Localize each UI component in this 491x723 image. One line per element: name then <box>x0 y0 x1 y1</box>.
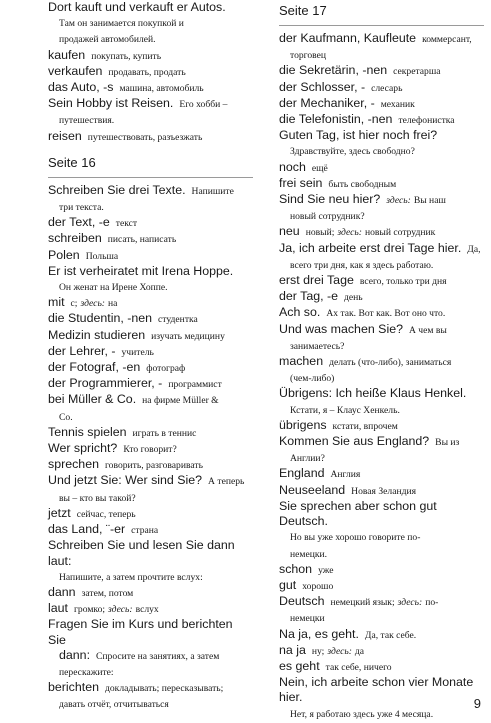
glossary-entry <box>279 483 484 499</box>
glossary-entry <box>48 183 253 199</box>
glossary-entry <box>48 538 253 568</box>
russian-translation: телефонистка <box>398 115 455 127</box>
russian-translation-line: перескажите: <box>59 666 114 678</box>
glossary-entry <box>279 659 484 675</box>
german-term: Polen <box>48 247 80 262</box>
german-term: Er ist verheiratet mit Irena Hoppe. <box>48 263 234 278</box>
russian-translation-extra: на <box>108 298 118 310</box>
german-term: Sein Hobby ist Reisen. <box>48 96 174 111</box>
glossary-entry <box>279 289 484 305</box>
russian-translation-line: давать отчёт, отчитываться <box>59 699 169 711</box>
glossary-entry <box>48 311 253 327</box>
german-term: der Tag, -e <box>279 289 339 304</box>
russian-translation-continued <box>279 143 484 159</box>
russian-translation-continued <box>279 208 484 224</box>
russian-translation: путешествовать, разъезжать <box>87 131 203 143</box>
russian-translation: затем, потом <box>81 587 134 599</box>
german-term: mit <box>48 295 65 310</box>
russian-translation-continued <box>48 279 253 295</box>
russian-translation-continued <box>48 112 253 128</box>
russian-translation: говорить, разговаривать <box>104 460 203 472</box>
glossary-entry <box>48 129 253 145</box>
glossary-entry <box>48 64 253 80</box>
german-term: Deutsch <box>279 594 325 609</box>
russian-translation-line: Он женат на Ирене Хоппе. <box>59 282 168 294</box>
russian-translation-line: вы – кто вы такой? <box>59 492 136 504</box>
glossary-entry <box>279 160 484 176</box>
german-term: die Sekretärin, -nen <box>279 63 388 78</box>
russian-translation-line: немецки <box>290 613 325 625</box>
page-number: 9 <box>473 696 481 711</box>
glossary-entry <box>48 80 253 96</box>
glossary-entry <box>279 434 484 450</box>
russian-translation-extra: по- <box>425 597 439 609</box>
german-term: Na ja, es geht. <box>279 626 359 641</box>
german-term: verkaufen <box>48 63 103 78</box>
russian-translation-continued <box>48 569 253 585</box>
russian-translation: громко; <box>73 604 106 616</box>
glossary-entry <box>48 392 253 408</box>
russian-translation-extra: новый сотрудник <box>364 227 436 239</box>
glossary-entry <box>48 425 253 441</box>
russian-translation: хорошо <box>302 580 334 592</box>
russian-translation-continued <box>48 199 253 215</box>
russian-translation-line: (чем-либо) <box>290 373 335 385</box>
german-term: Und was machen Sie? <box>279 321 403 336</box>
russian-translation: фотограф <box>146 363 186 375</box>
russian-translation: Новая Зеландия <box>351 485 417 497</box>
glossary-entry <box>279 305 484 321</box>
russian-translation-line: Кстати, я – Клаус Хенкель. <box>290 404 400 416</box>
german-term: Dort kauft und verkauft er Autos. <box>48 0 226 14</box>
german-term: der Fotograf, -en <box>48 360 141 375</box>
russian-translation-line: Напишите, а затем прочтите вслух: <box>59 571 203 583</box>
russian-translation-line: продажей автомобилей. <box>59 34 156 46</box>
glossary-entry <box>48 522 253 538</box>
german-term: Kommen Sie aus England? <box>279 434 430 449</box>
russian-translation: слесарь <box>371 82 403 94</box>
german-term: dann <box>48 584 76 599</box>
german-term: der Kaufmann, Kaufleute <box>279 31 417 45</box>
german-term-continued: dann: <box>59 647 91 662</box>
usage-note: здесь: <box>337 227 362 239</box>
russian-translation-continued <box>48 15 253 31</box>
glossary-entry <box>279 499 484 529</box>
glossary-entry <box>279 273 484 289</box>
german-term: Medizin studieren <box>48 327 146 342</box>
glossary-entry <box>48 376 253 392</box>
section-heading: Seite 17 <box>279 3 327 18</box>
glossary-entry <box>279 112 484 128</box>
glossary-entry <box>48 680 253 696</box>
russian-translation: программист <box>168 379 222 391</box>
russian-translation: сейчас, теперь <box>76 508 136 520</box>
glossary-entry <box>48 441 253 457</box>
russian-translation: изучать медицину <box>151 330 225 342</box>
russian-translation: так себе, ничего <box>325 661 392 673</box>
german-term: Nein, ich arbeite schon vier Monate hier. <box>279 675 474 705</box>
glossary-entry <box>48 473 253 489</box>
glossary-entry <box>279 192 484 208</box>
german-term: na ja <box>279 642 306 657</box>
russian-translation-line: Co. <box>59 411 73 423</box>
german-term: reisen <box>48 128 82 143</box>
section-divider <box>48 177 253 178</box>
glossary-entry <box>279 224 484 240</box>
russian-translation-line: новый сотрудник? <box>290 211 365 223</box>
russian-translation: делать (что-либо), заниматься <box>329 357 452 369</box>
german-term: frei sein <box>279 175 323 190</box>
glossary-entry <box>48 264 253 279</box>
russian-translation-continued <box>48 31 253 47</box>
russian-translation-line: Но вы уже хорошо говорите по- <box>290 532 421 544</box>
glossary-entry <box>279 578 484 594</box>
glossary-entry <box>279 96 484 112</box>
glossary-entry <box>279 675 484 705</box>
glossary-entry <box>48 0 253 15</box>
russian-translation-continued <box>279 402 484 418</box>
russian-translation-line: Англии? <box>290 453 325 465</box>
russian-translation: коммерсант, <box>422 34 472 45</box>
german-term: Guten Tag, ist hier noch frei? <box>279 128 438 143</box>
glossary-entry <box>279 386 484 401</box>
german-term: der Lehrer, - <box>48 343 116 358</box>
russian-translation: текст <box>115 218 138 230</box>
glossary-entry-continued <box>48 648 253 664</box>
russian-translation-continued <box>279 338 484 354</box>
russian-translation: Напишите <box>191 185 234 197</box>
russian-translation: ещё <box>311 162 328 174</box>
russian-translation-line: немецки. <box>290 548 328 560</box>
russian-translation: на фирме Müller & <box>142 395 219 407</box>
russian-translation: немецкий язык; <box>330 597 395 609</box>
usage-note: здесь: <box>327 645 352 657</box>
russian-translation: покупать, купить <box>91 50 162 62</box>
russian-translation: с; <box>70 298 78 310</box>
german-term: England <box>279 466 325 481</box>
russian-translation-continued <box>279 257 484 273</box>
usage-note: здесь: <box>108 604 133 616</box>
russian-translation: А теперь <box>208 476 245 488</box>
russian-translation: секретарша <box>393 66 441 78</box>
glossary-entry <box>279 594 484 610</box>
russian-translation: докладывать; пересказывать; <box>104 683 224 695</box>
glossary-entry <box>48 328 253 344</box>
glossary-entry <box>48 617 253 647</box>
glossary-entry <box>48 585 253 601</box>
russian-translation: Ах так. Вот как. Вот оно что. <box>326 308 446 320</box>
russian-translation: Да, так себе. <box>364 629 417 641</box>
russian-translation-line: Там он занимается покупкой и <box>59 18 184 30</box>
german-term: gut <box>279 577 297 592</box>
russian-translation-continued <box>279 546 484 562</box>
german-term: laut <box>48 601 68 616</box>
german-term: Sind Sie neu hier? <box>279 192 381 207</box>
russian-translation-extra: Вы наш <box>413 195 446 207</box>
german-term: bei Müller & Co. <box>48 392 137 407</box>
german-term: Schreiben Sie und lesen Sie dann laut: <box>48 538 235 568</box>
russian-translation-continued <box>279 706 484 722</box>
russian-translation: играть в теннис <box>132 427 197 439</box>
german-term: Ach so. <box>279 305 321 320</box>
german-term: Schreiben Sie drei Texte. <box>48 182 186 197</box>
glossary-entry <box>279 128 484 143</box>
glossary-entry <box>279 354 484 370</box>
german-term: die Studentin, -nen <box>48 311 153 326</box>
russian-translation: писать, написать <box>107 234 177 246</box>
right-column <box>279 0 484 722</box>
russian-translation-extra: да <box>354 645 365 657</box>
russian-translation: ну; <box>311 645 325 657</box>
german-term: Neuseeland <box>279 482 346 497</box>
russian-translation-line: Здравствуйте, здесь свободно? <box>290 146 415 158</box>
glossary-entry <box>279 322 484 338</box>
glossary-entry <box>279 63 484 79</box>
glossary-entry <box>48 506 253 522</box>
section-heading: Seite 16 <box>48 154 96 170</box>
russian-translation: Да, <box>467 243 481 255</box>
glossary-entry <box>279 466 484 482</box>
german-term: das Auto, -s <box>48 80 114 95</box>
russian-translation-continued <box>279 370 484 386</box>
russian-translation: Спросите на занятиях, а затем <box>96 650 220 662</box>
glossary-entry <box>279 80 484 96</box>
russian-translation-line: три текста. <box>59 202 104 214</box>
glossary-entry <box>279 643 484 659</box>
russian-translation-line: занимаетесь? <box>290 340 345 352</box>
russian-translation-line: Нет, я работаю здесь уже 4 месяца. <box>290 708 434 720</box>
german-term: Tennis spielen <box>48 424 127 439</box>
glossary-entry <box>48 215 253 231</box>
russian-translation-continued <box>48 696 253 712</box>
russian-translation: механик <box>380 98 415 110</box>
german-term: Und jetzt Sie: Wer sind Sie? <box>48 473 203 488</box>
usage-note: здесь: <box>397 597 423 609</box>
russian-translation: кстати, впрочем <box>332 420 398 432</box>
russian-translation-continued <box>279 47 484 63</box>
german-term: neu <box>279 224 300 239</box>
glossary-entry <box>48 231 253 247</box>
german-term: schreiben <box>48 231 102 246</box>
russian-translation: быть свободным <box>328 178 397 190</box>
usage-note: здесь: <box>80 298 106 310</box>
glossary-entry <box>48 295 253 311</box>
german-term: der Schlosser, - <box>279 79 366 94</box>
russian-translation: учитель <box>121 346 154 358</box>
russian-translation-continued <box>279 529 484 545</box>
russian-translation: день <box>344 292 363 304</box>
russian-translation-continued <box>48 409 253 425</box>
russian-translation: А чем вы <box>408 324 447 336</box>
german-term: die Telefonistin, -nen <box>279 112 393 127</box>
german-term: Übrigens: Ich heiße Klaus Henkel. <box>279 386 467 401</box>
german-term: Sie sprechen aber schon gut Deutsch. <box>279 498 437 529</box>
german-term: Wer spricht? <box>48 441 118 456</box>
russian-translation: машина, автомобиль <box>119 83 204 95</box>
german-term: das Land, ¨-er <box>48 522 126 537</box>
german-term: Ja, ich arbeite erst drei Tage hier. <box>279 240 462 255</box>
glossary-entry <box>48 344 253 360</box>
russian-translation: Вы из <box>435 437 460 449</box>
german-term: der Programmierer, - <box>48 376 163 391</box>
glossary-entry <box>279 176 484 192</box>
german-term: berichten <box>48 680 99 695</box>
german-term: der Mechaniker, - <box>279 95 375 110</box>
russian-translation: всего, только три дня <box>359 276 447 288</box>
russian-translation-continued <box>48 490 253 506</box>
german-term: der Text, -e <box>48 215 110 230</box>
german-term: erst drei Tage <box>279 273 354 288</box>
glossary-entry <box>48 96 253 112</box>
russian-translation: уже <box>318 564 334 576</box>
german-term: noch <box>279 159 306 174</box>
russian-translation: Англия <box>330 469 361 481</box>
german-term: machen <box>279 354 324 369</box>
russian-translation-line: путешествия. <box>59 115 115 127</box>
russian-translation: страна <box>131 525 159 537</box>
section-divider <box>279 25 484 26</box>
glossary-entry <box>48 48 253 64</box>
glossary-entry <box>48 457 253 473</box>
german-term: jetzt <box>48 505 71 520</box>
russian-translation-continued <box>279 610 484 626</box>
russian-translation: продавать, продать <box>108 66 186 78</box>
usage-note: здесь: <box>386 195 411 207</box>
glossary-entry <box>48 360 253 376</box>
german-term: kaufen <box>48 47 86 62</box>
russian-translation: Польша <box>85 250 119 262</box>
glossary-entry <box>279 241 484 257</box>
glossary-entry <box>279 418 484 434</box>
russian-translation: студентка <box>158 314 198 326</box>
glossary-entry <box>279 31 484 47</box>
russian-translation-extra: вслух <box>135 604 159 616</box>
glossary-entry <box>48 248 253 264</box>
russian-translation-continued <box>48 664 253 680</box>
german-term: sprechen <box>48 457 99 472</box>
glossary-entry <box>279 627 484 643</box>
russian-translation-line: торговец <box>290 50 327 62</box>
glossary-entry <box>48 601 253 617</box>
left-column <box>48 0 253 713</box>
german-term: Fragen Sie im Kurs und berichten Sie <box>48 617 233 647</box>
russian-translation-line: всего три дня, как я здесь работаю. <box>290 259 434 271</box>
german-term: schon <box>279 561 313 576</box>
glossary-entry <box>279 562 484 578</box>
russian-translation-continued <box>279 450 484 466</box>
german-term: es geht <box>279 658 320 673</box>
russian-translation: Его хобби – <box>179 99 228 111</box>
german-term: übrigens <box>279 417 327 432</box>
russian-translation: Кто говорит? <box>123 444 177 456</box>
russian-translation: новый; <box>305 227 335 239</box>
